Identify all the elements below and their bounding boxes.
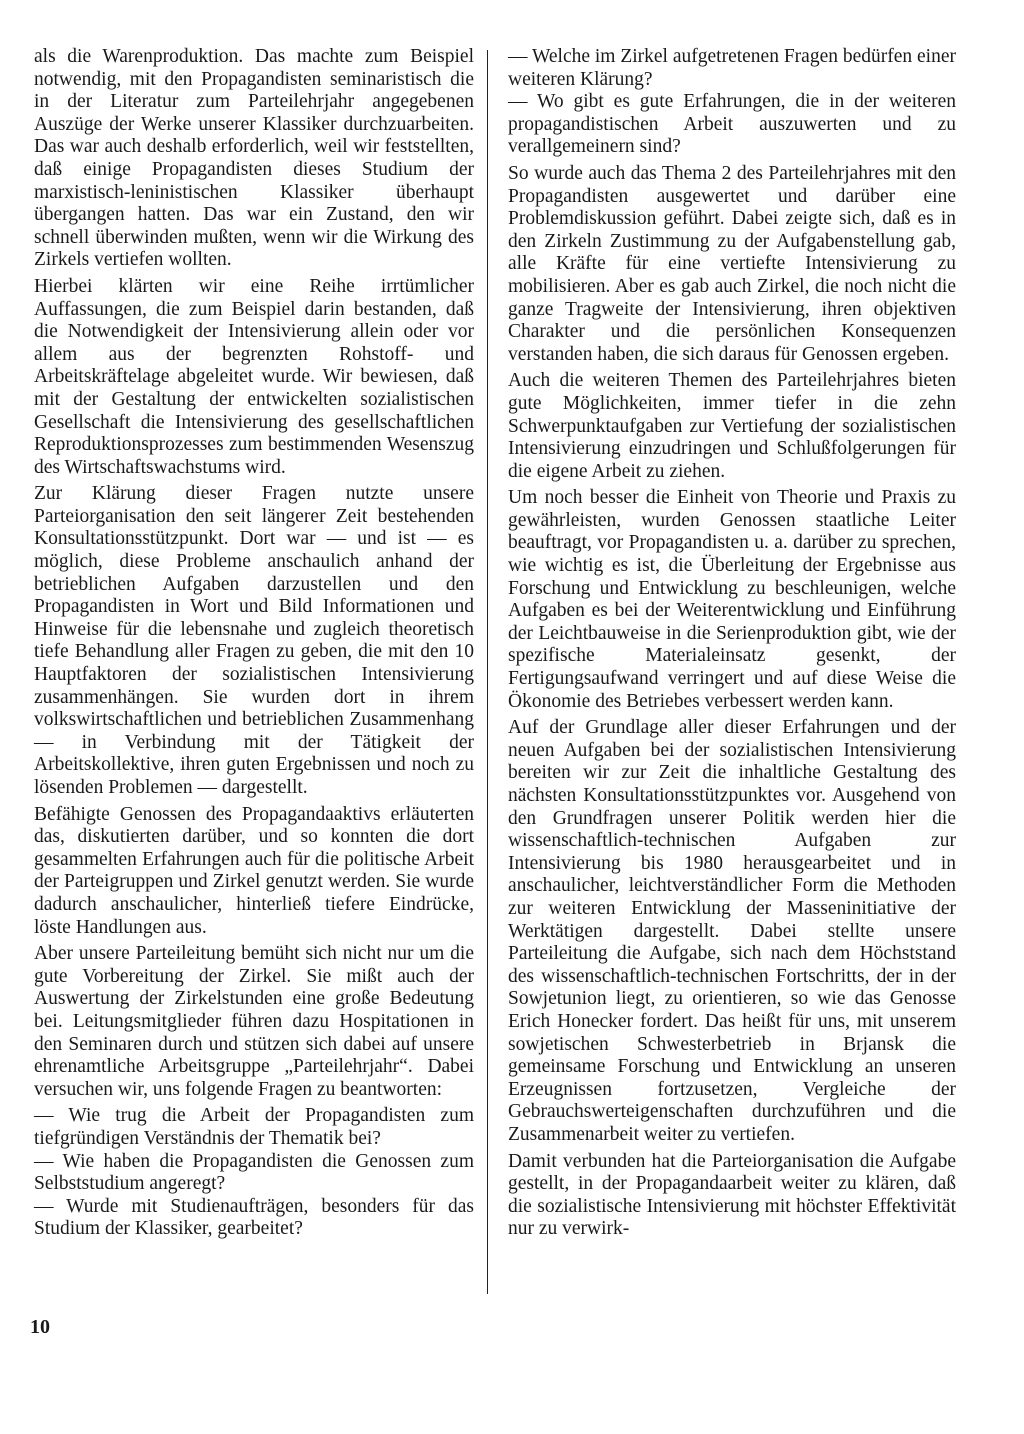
left-column [34,46,474,1241]
column-divider [487,50,488,1294]
question-item: — Wurde mit Studienaufträgen, besonders für das Studium der Klassiker, gearbeitet? [34,1195,474,1240]
paragraph: Auf der Grundlage aller dieser Erfahrungen und der neuen Aufgaben bei der sozialistischen Intensivierung bereiten wir zur Zeit die inhaltliche Gestaltung des nächsten Konsultationsstützpunktes vor. Ausgehend von den Grundfragen unserer Politik werden hier die wissenschaftlich-technischen Aufgaben zur Intensivierung bis 1980 herausgearbeitet und in anschaulicher, leichtverständlicher Form die Methoden zur weiteren Entwicklung der Masseninitiative der Werktätigen dargestellt. Dabei stellte unsere Parteileitung die Aufgabe, sich nach dem Höchststand des wissenschaftlich-technischen Fortschritts, der in der Sowjetunion liegt, zu orientieren, so wie das Genosse Erich Honecker fordert. Das heißt für uns, mit unserem sowjetischen Schwesterbetrieb in Brjansk die gemeinsame Forschung und Entwicklung an unseren Erzeugnissen fortzusetzen, Vergleiche der Gebrauchswerteigenschaften durchzuführen und die Zusammenarbeit weiter zu vertiefen. [508,717,956,1145]
paragraph: als die Warenproduktion. Das machte zum Beispiel notwendig, mit den Propagandisten seminaristisch die in der Literatur zum Parteilehrjahr angegebenen Auszüge der Werke unserer Klassiker durchzuarbeiten. Das war auch deshalb erforderlich, weil wir feststellten, daß einige Propagandisten dieses Studium der marxistisch-leninistischen Klassiker überhaupt übergangen hatten. Das war ein Zustand, den wir schnell überwinden mußten, wenn wir die Wirkung des Zirkels vertiefen wollten. [34,46,474,271]
question-item: — Wie haben die Propagandisten die Genossen zum Selbststudium angeregt? [34,1150,474,1195]
paragraph: Auch die weiteren Themen des Parteilehrjahres bieten gute Möglichkeiten, immer tiefer in die zehn Schwerpunktaufgaben zur Vertiefung der sozialistischen Intensivierung einzudringen und Schlußfolgerungen für die eigene Arbeit zu ziehen. [508,370,956,482]
paragraph: So wurde auch das Thema 2 des Parteilehrjahres mit den Propagandisten ausgewertet und darüber eine Problemdiskussion geführt. Dabei zeigte sich, daß es in den Zirkeln Zustimmung zu der Aufgabenstellung gab, alle Kräfte für eine vertiefte Intensivierung zu mobilisieren. Aber es gab auch Zirkel, die noch nicht die ganze Tragweite der Intensivierung, ihren objektiven Charakter und die persönlichen Konsequenzen verstanden haben, die sich daraus für Genossen ergeben. [508,162,956,365]
right-column [508,46,956,1245]
paragraph: Hierbei klärten wir eine Reihe irrtümlicher Auffassungen, die zum Beispiel darin bestanden, daß die Notwendigkeit der Intensivierung allein oder vor allem aus der begrenzten Rohstoff- und Arbeitskräftelage abgeleitet wurde. Wir bewiesen, daß mit der Gestaltung der entwickelten sozialistischen Gesellschaft die Intensivierung des gesellschaftlichen Reproduktionsprozesses zum bestimmenden Wesenszug des Wirtschaftswachstums wird. [34,275,474,478]
paragraph: Zur Klärung dieser Fragen nutzte unsere Parteiorganisation den seit längerer Zeit bestehenden Konsultationsstützpunkt. Dort war — und ist — es möglich, diese Probleme anschaulich anhand der betrieblichen Aufgaben darzustellen und den Propagandisten in Wort und Bild Informationen und Hinweise für die lebensnahe und zugleich theoretisch tiefe Behandlung aller Fragen zu geben, die mit den 10 Hauptfaktoren der sozialistischen Intensivierung zusammenhängen. Sie wurden dort in ihrem volkswirtschaftlichen und betrieblichen Zusammenhang — in Verbindung mit der Tätigkeit der Arbeitskollektive, ihren guten Ergebnissen und noch zu lösenden Problemen — dargestellt. [34,483,474,798]
question-item: — Wie trug die Arbeit der Propagandisten zum tiefgründigen Verständnis der Thematik bei? [34,1105,474,1149]
page-number: 10 [30,1316,50,1338]
paragraph: Aber unsere Parteileitung bemüht sich nicht nur um die gute Vorbereitung der Zirkel. Sie mißt auch der Auswertung der Zirkelstunden eine große Bedeutung bei. Leitungsmitglieder führen dazu Hospitationen in den Seminaren durch und stützen sich dabei auf unsere ehrenamtliche Arbeitsgruppe „Parteilehrjahr“. Dabei versuchen wir, uns folgende Fragen zu beantworten: [34,943,474,1100]
question-item: — Welche im Zirkel aufgetretenen Fragen bedürfen einer weiteren Klärung? [508,46,956,90]
paragraph: Um noch besser die Einheit von Theorie und Praxis zu gewährleisten, wurden Genossen staatliche Leiter beauftragt, vor Propagandisten u. a. darüber zu sprechen, wie wichtig es ist, die Überleitung der Ergebnisse aus Forschung und Entwicklung zu beschleunigen, welche Aufgaben es bei der Weiterentwicklung und Einführung der Leichtbauweise in die Serienproduktion gibt, wie der spezifische Materialeinsatz gesenkt, der Fertigungsaufwand verringert und auf diese Weise die Ökonomie des Betriebes verbessert werden kann. [508,487,956,712]
paragraph: Damit verbunden hat die Parteiorganisation die Aufgabe gestellt, in der Propagandaarbeit weiter zu klären, daß die sozialistische Intensivierung mit höchster Effektivität nur zu verwirk- [508,1150,956,1240]
paragraph: Befähigte Genossen des Propagandaaktivs erläuterten das, diskutierten darüber, und so konnten die dort gesammelten Erfahrungen auch für die politische Arbeit der Parteigruppen und Zirkel genutzt werden. Sie wurde dadurch anschaulicher, hinterließ tiefere Eindrücke, löste Handlungen aus. [34,803,474,938]
question-item: — Wo gibt es gute Erfahrungen, die in der weiteren propagandistischen Arbeit auszuwerten und zu verallgemeinern sind? [508,91,956,158]
